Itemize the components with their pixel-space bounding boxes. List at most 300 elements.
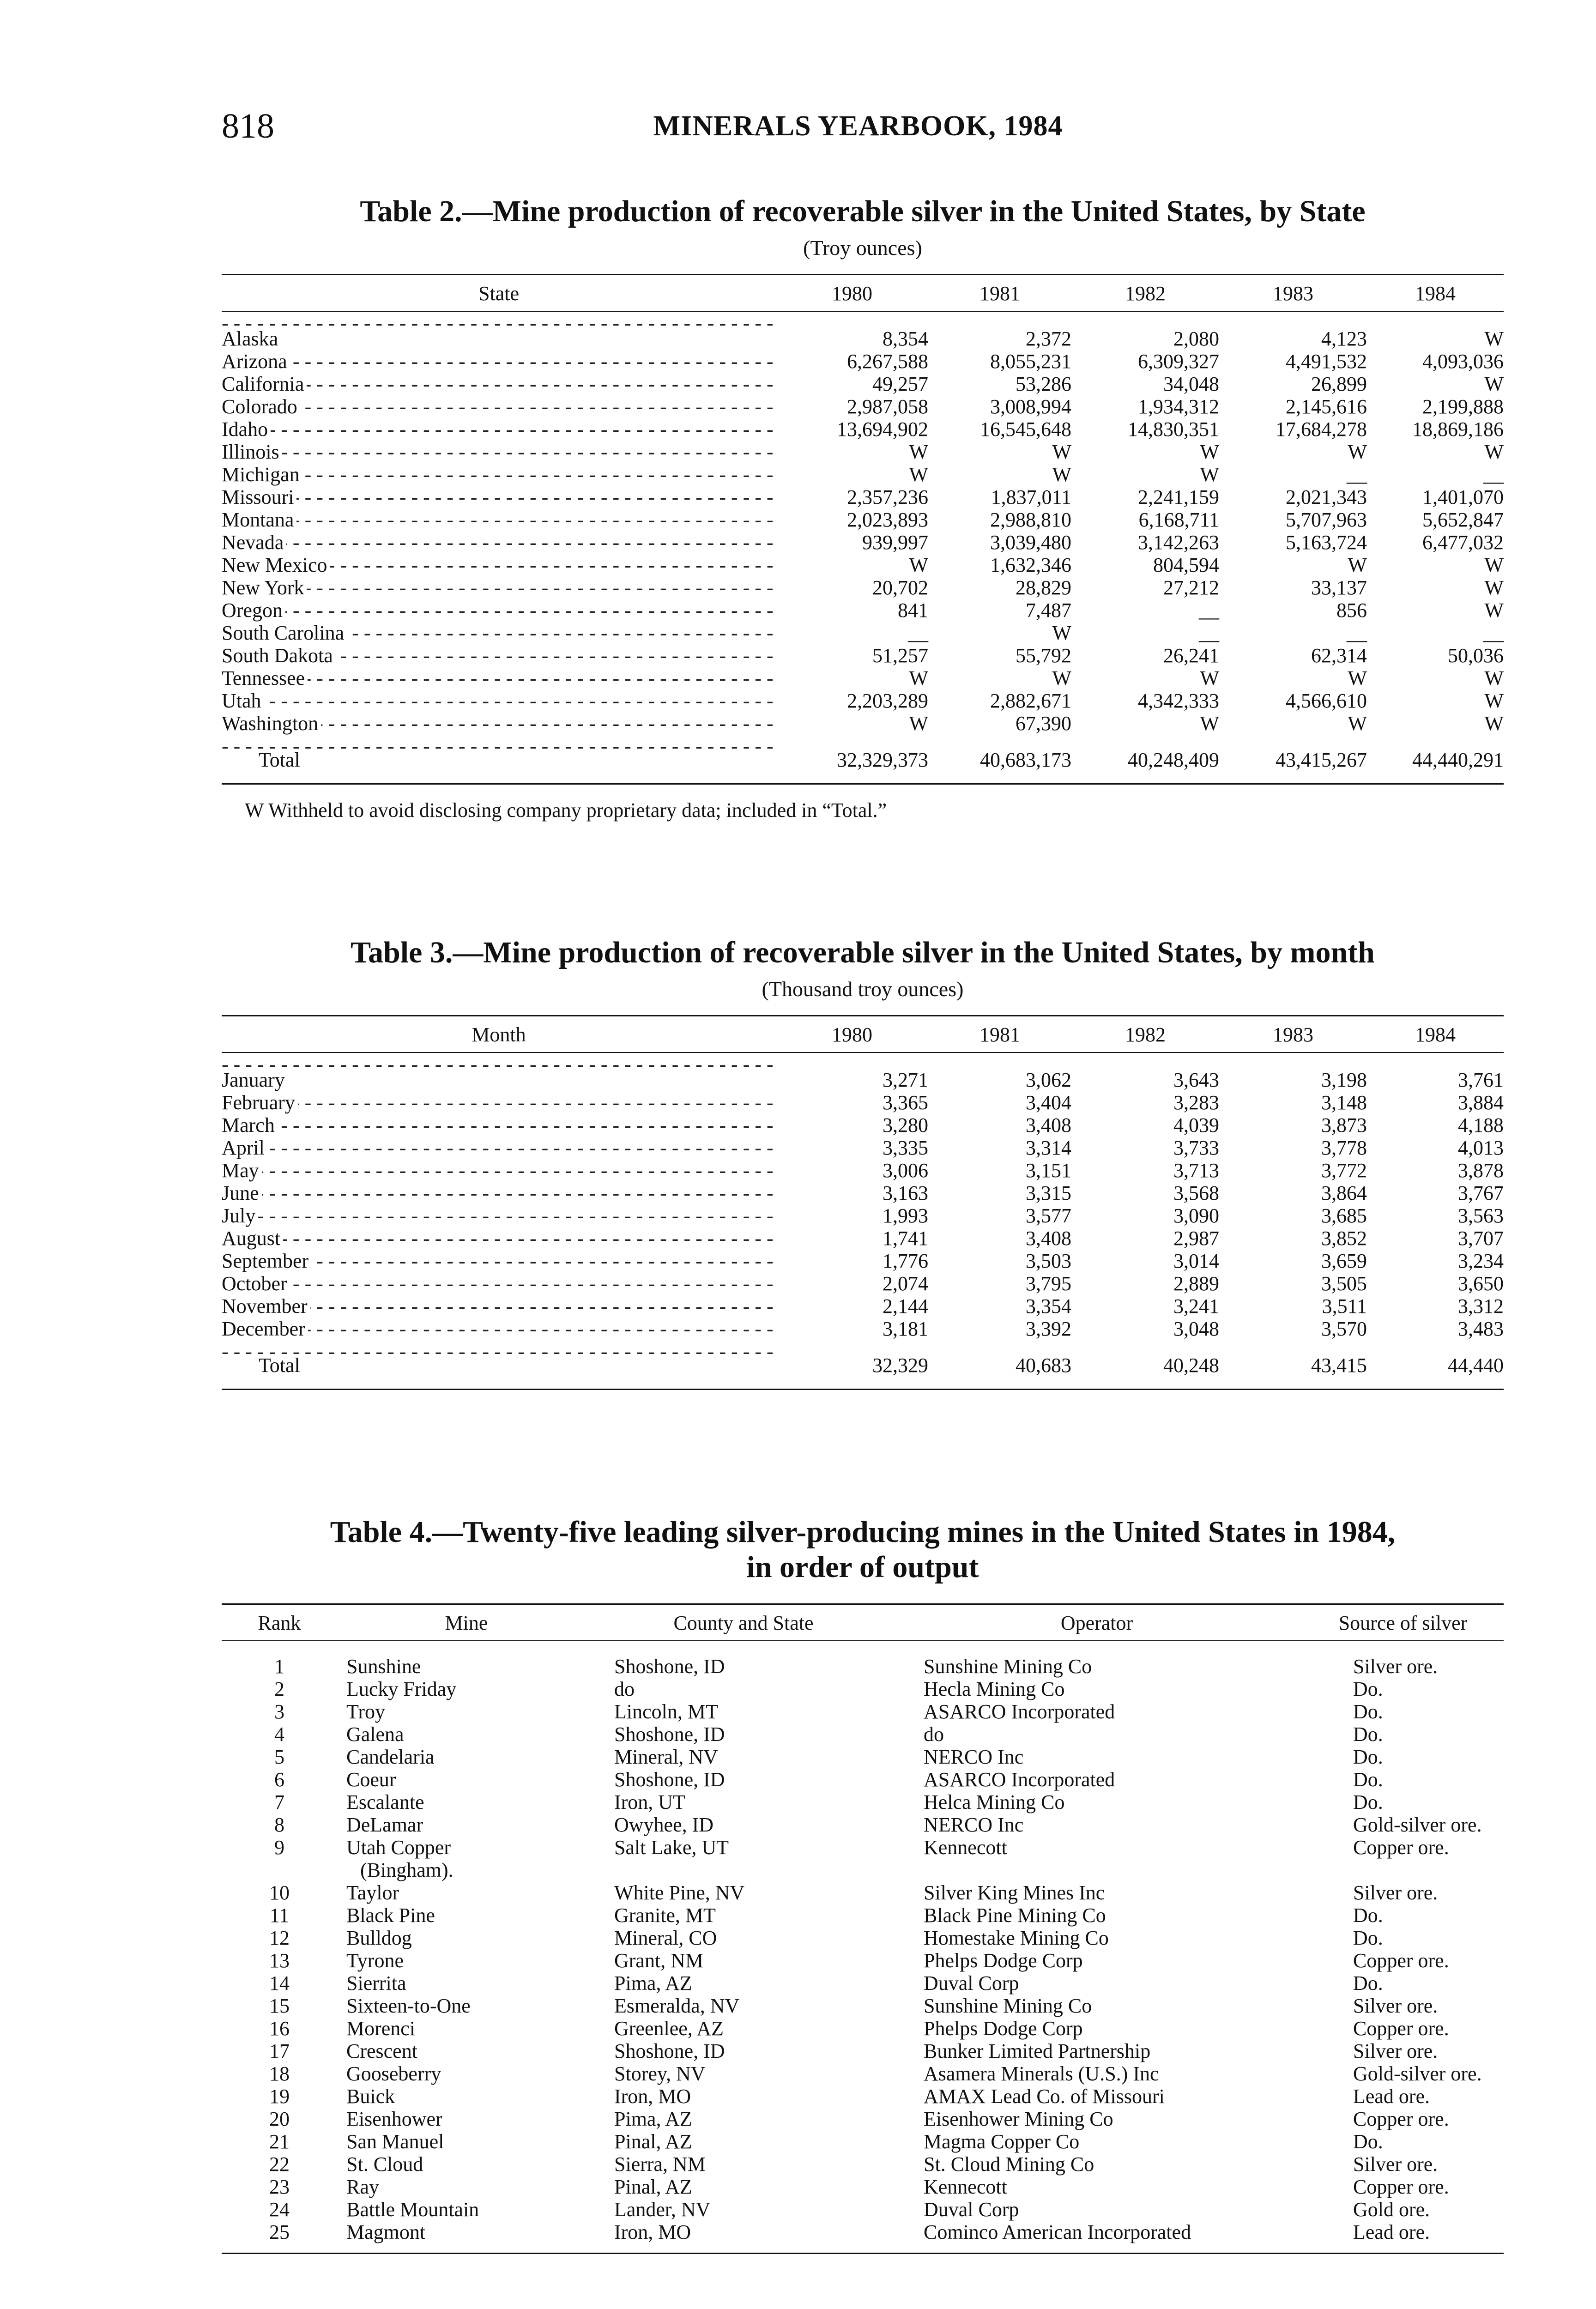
- cell-value: __: [1347, 622, 1367, 644]
- cell-value: 13,694,902: [837, 418, 928, 441]
- row-label: March: [222, 1114, 278, 1136]
- cell-value: 49,257: [872, 373, 928, 395]
- table-2-footnote: W Withheld to avoid disclosing company proprietary data; included in “Total.”: [245, 799, 887, 822]
- total-row: [222, 735, 1504, 784]
- cell-value: 3,404: [1026, 1091, 1071, 1114]
- total-value: 44,440: [1367, 1340, 1504, 1390]
- source-cell: Copper ore.: [1353, 1836, 1449, 1859]
- cell-value: 2,199,888: [1422, 395, 1504, 418]
- cell-value: 27,212: [1163, 576, 1219, 599]
- mine-cell: [337, 1995, 596, 2017]
- total-value: 43,415: [1219, 1340, 1367, 1390]
- cell-value: W: [1052, 667, 1071, 689]
- cell-value: 939,997: [862, 531, 928, 554]
- rank-cell: 14: [269, 1972, 290, 1995]
- cell-value: 14,830,351: [1128, 418, 1219, 441]
- table-row: [222, 1881, 1504, 1904]
- cell-value: 3,408: [1026, 1227, 1071, 1250]
- cell-value: 3,795: [1026, 1272, 1071, 1295]
- rank-cell: 1: [274, 1655, 284, 1678]
- county-cell: do: [614, 1678, 635, 1700]
- table-row: [222, 1949, 1504, 1972]
- cell-value: 1,776: [883, 1250, 928, 1272]
- county-cell: Shoshone, ID: [614, 2040, 725, 2062]
- cell-value: 6,168,711: [1138, 508, 1219, 531]
- county-cell: Pima, AZ: [614, 1972, 692, 1995]
- table-row: [222, 2062, 1504, 2085]
- source-cell: Do.: [1353, 1723, 1383, 1746]
- rank-cell: 21: [269, 2130, 290, 2153]
- cell-value: 3,568: [1173, 1182, 1219, 1204]
- county-cell: Pima, AZ: [614, 2108, 692, 2130]
- mine-cell: [337, 2062, 596, 2085]
- county-cell: Pinal, AZ: [614, 2130, 692, 2153]
- cell-value: W: [1348, 441, 1367, 463]
- row-label: July: [222, 1204, 258, 1227]
- mine-name: Taylor: [346, 1881, 399, 1904]
- cell-value: 28,829: [1016, 576, 1071, 599]
- cell-value: 3,354: [1026, 1295, 1071, 1318]
- operator-cell: Duval Corp: [924, 1972, 1019, 1995]
- cell-value: 3,650: [1458, 1272, 1504, 1295]
- operator-cell: Duval Corp: [924, 2198, 1019, 2221]
- mine-name: Lucky Friday: [346, 1678, 457, 1700]
- county-cell: Pinal, AZ: [614, 2176, 692, 2198]
- table-row: [222, 576, 1504, 599]
- cell-value: __: [1199, 599, 1219, 622]
- table3-col-header: 1983: [1219, 1016, 1367, 1053]
- row-label: Oregon: [222, 599, 285, 622]
- cell-value: 34,048: [1163, 373, 1219, 395]
- cell-value: 1,837,011: [991, 486, 1071, 508]
- cell-value: 2,144: [883, 1295, 928, 1318]
- mine-cell: [337, 1904, 596, 1927]
- county-cell: Lander, NV: [614, 2198, 711, 2221]
- cell-value: 26,899: [1311, 373, 1367, 395]
- cell-value: 1,934,312: [1138, 395, 1219, 418]
- mine-cell: [337, 2040, 596, 2062]
- source-cell: Lead ore.: [1302, 2221, 1504, 2254]
- rank-cell: 10: [269, 1881, 290, 1904]
- cell-value: 3,733: [1173, 1136, 1219, 1159]
- table-row: [222, 2198, 1504, 2221]
- rank-cell: 12: [269, 1927, 290, 1949]
- table-4-title-line2: in order of output: [746, 1550, 979, 1584]
- operator-cell: NERCO Inc: [924, 1746, 1024, 1768]
- mine-cell: [337, 1700, 596, 1723]
- table-3-title: Table 3.—Mine production of recoverable silver in the United States, by month: [351, 936, 1375, 969]
- rank-cell: 15: [269, 1995, 290, 2017]
- table-row: [222, 1318, 1504, 1340]
- table-row: [222, 395, 1504, 418]
- operator-cell: Magma Copper Co: [924, 2130, 1080, 2153]
- cell-value: __: [1347, 463, 1367, 486]
- row-label: Utah: [222, 689, 264, 712]
- rank-cell: 16: [269, 2017, 290, 2040]
- table-row: [222, 1136, 1504, 1159]
- table-row: [222, 599, 1504, 622]
- cell-value: 3,577: [1026, 1204, 1071, 1227]
- cell-value: W: [1348, 712, 1367, 735]
- cell-value: 3,008,994: [990, 395, 1071, 418]
- table-row: [222, 441, 1504, 463]
- cell-value: 3,163: [883, 1182, 928, 1204]
- rank-cell: 20: [269, 2108, 290, 2130]
- county-cell: Lincoln, MT: [614, 1700, 718, 1723]
- table4-col-header: Rank: [222, 1604, 337, 1641]
- row-label: February: [222, 1091, 298, 1114]
- cell-value: 1,741: [883, 1227, 928, 1250]
- table-row: [222, 712, 1504, 735]
- row-label: Nevada: [222, 531, 286, 554]
- cell-value: 5,163,724: [1286, 531, 1367, 554]
- cell-value: 3,713: [1173, 1159, 1219, 1182]
- cell-value: 2,357,236: [847, 486, 928, 508]
- source-cell: Copper ore.: [1353, 2108, 1449, 2130]
- mine-cell: [337, 2085, 596, 2108]
- cell-value: 3,570: [1321, 1318, 1367, 1340]
- row-label: Michigan: [222, 463, 302, 486]
- cell-value: 804,594: [1153, 554, 1219, 576]
- source-cell: Do.: [1353, 1904, 1383, 1927]
- table-row: [222, 2176, 1504, 2198]
- mine-cell: [337, 2198, 596, 2221]
- source-cell: Silver ore.: [1353, 2153, 1438, 2176]
- total-value: 40,683,173: [928, 735, 1071, 784]
- operator-cell: Silver King Mines Inc: [924, 1881, 1105, 1904]
- row-label: Illinois: [222, 441, 282, 463]
- table-row: [222, 1272, 1504, 1295]
- rank-cell: 19: [269, 2085, 290, 2108]
- mine-name: Utah Copper: [346, 1836, 451, 1859]
- source-cell: Do.: [1353, 1678, 1383, 1700]
- source-cell: Silver ore.: [1353, 1655, 1438, 1678]
- cell-value: 5,707,963: [1286, 508, 1367, 531]
- cell-value: 3,685: [1321, 1204, 1367, 1227]
- rank-cell: 24: [269, 2198, 290, 2221]
- cell-value: 3,314: [1026, 1136, 1071, 1159]
- table-2-grid: [222, 274, 1504, 785]
- table-row: [222, 2130, 1504, 2153]
- county-cell: Mineral, NV: [614, 1746, 718, 1768]
- table-row: [222, 2040, 1504, 2062]
- mine-cell: [337, 1768, 596, 1791]
- total-value: 44,440,291: [1367, 735, 1504, 784]
- table-row: [222, 1972, 1504, 1995]
- mine-cell: [337, 1949, 596, 1972]
- county-cell: White Pine, NV: [614, 1881, 745, 1904]
- mine-cell: [337, 2130, 596, 2153]
- cell-value: 33,137: [1311, 576, 1367, 599]
- cell-value: 26,241: [1163, 644, 1219, 667]
- mine-cell: [337, 1641, 596, 1678]
- cell-value: 3,142,263: [1138, 531, 1219, 554]
- table2-col-header: 1982: [1071, 275, 1219, 312]
- table-row: [222, 1091, 1504, 1114]
- row-label: Arizona: [222, 350, 290, 373]
- cell-value: 3,280: [883, 1114, 928, 1136]
- source-cell: Do.: [1353, 1768, 1383, 1791]
- mine-name: Bulldog: [346, 1927, 412, 1949]
- table-row: [222, 463, 1504, 486]
- county-cell: Shoshone, ID: [614, 1768, 725, 1791]
- cell-value: 2,080: [1173, 327, 1219, 350]
- table3-col-header: Month: [222, 1016, 776, 1053]
- table2-col-header: 1984: [1367, 275, 1504, 312]
- cell-value: 51,257: [872, 644, 928, 667]
- mine-cell: [337, 1746, 596, 1768]
- cell-value: 2,987: [1173, 1227, 1219, 1250]
- table3-col-header: 1980: [776, 1016, 928, 1053]
- cell-value: 2,021,343: [1286, 486, 1367, 508]
- operator-cell: Eisenhower Mining Co: [924, 2108, 1113, 2130]
- cell-value: 55,792: [1016, 644, 1071, 667]
- cell-value: W: [1484, 554, 1504, 576]
- operator-cell: AMAX Lead Co. of Missouri: [924, 2085, 1165, 2108]
- county-cell: Greenlee, AZ: [614, 2017, 724, 2040]
- table-2-title: Table 2.—Mine production of recoverable silver in the United States, by State: [360, 194, 1366, 228]
- source-cell: Copper ore.: [1353, 1949, 1449, 1972]
- table-row: [222, 1791, 1504, 1813]
- table-row: [222, 2153, 1504, 2176]
- cell-value: 2,145,616: [1286, 395, 1367, 418]
- cell-value: 3,505: [1321, 1272, 1367, 1295]
- table3-col-header: 1984: [1367, 1016, 1504, 1053]
- row-label: Alaska: [222, 327, 281, 350]
- cell-value: 3,707: [1458, 1227, 1504, 1250]
- mine-cell: [337, 1791, 596, 1813]
- operator-cell: Phelps Dodge Corp: [924, 2017, 1083, 2040]
- operator-cell: Phelps Dodge Corp: [924, 1949, 1083, 1972]
- table-row: [222, 350, 1504, 373]
- source-cell: Lead ore.: [1353, 2085, 1430, 2108]
- operator-cell: Homestake Mining Co: [924, 1927, 1109, 1949]
- operator-cell: ASARCO Incorporated: [924, 1768, 1115, 1791]
- cell-value: 2,372: [1026, 327, 1071, 350]
- table-4-grid: [222, 1603, 1504, 2254]
- table-row: [222, 1904, 1504, 1927]
- cell-value: W: [909, 712, 928, 735]
- cell-value: W: [1484, 667, 1504, 689]
- row-label: Missouri: [222, 486, 296, 508]
- cell-value: W: [1484, 373, 1504, 395]
- row-label: South Carolina: [222, 622, 347, 644]
- cell-value: 3,852: [1321, 1227, 1367, 1250]
- rank-cell: 2: [274, 1678, 284, 1700]
- mine-name: Battle Mountain: [346, 2198, 479, 2221]
- cell-value: 5,652,847: [1422, 508, 1504, 531]
- cell-value: 3,271: [883, 1069, 928, 1091]
- source-cell: Do.: [1353, 1700, 1383, 1723]
- mine-cell: [337, 2176, 596, 2198]
- operator-cell: Kennecott: [924, 1836, 1007, 1859]
- mine-cell: [337, 1881, 596, 1904]
- table4-col-header: Mine: [337, 1604, 596, 1641]
- rank-cell: 17: [269, 2040, 290, 2062]
- table-row: [222, 373, 1504, 395]
- cell-value: W: [1200, 441, 1219, 463]
- cell-value: 3,283: [1173, 1091, 1219, 1114]
- source-cell: Do.: [1353, 1791, 1383, 1813]
- running-title: MINERALS YEARBOOK, 1984: [653, 110, 1063, 142]
- source-cell: Copper ore.: [1353, 2017, 1449, 2040]
- rank-cell: 4: [274, 1723, 284, 1746]
- mine-name-cont: (Bingham).: [360, 1859, 453, 1881]
- mine-name: St. Cloud: [346, 2153, 423, 2176]
- row-label: August: [222, 1227, 283, 1250]
- cell-value: W: [1052, 441, 1071, 463]
- cell-value: W: [1200, 667, 1219, 689]
- source-cell: Gold ore.: [1353, 2198, 1430, 2221]
- mine-name: Sunshine: [346, 1655, 421, 1678]
- row-label: December: [222, 1318, 308, 1340]
- mine-cell: [337, 2017, 596, 2040]
- cell-value: W: [909, 441, 928, 463]
- cell-value: 3,503: [1026, 1250, 1071, 1272]
- operator-cell: Helca Mining Co: [924, 1791, 1065, 1813]
- mine-name: Black Pine: [346, 1904, 435, 1927]
- rank-cell: 13: [269, 1949, 290, 1972]
- rank-cell: 11: [269, 1904, 290, 1927]
- cell-value: 2,203,289: [847, 689, 928, 712]
- cell-value: W: [1200, 463, 1219, 486]
- operator-cell: ASARCO Incorporated: [924, 1700, 1115, 1723]
- table-row: [222, 508, 1504, 531]
- table-row: [222, 1995, 1504, 2017]
- operator-cell: Hecla Mining Co: [924, 1678, 1065, 1700]
- table-row: [222, 622, 1504, 644]
- mine-name: Eisenhower: [346, 2108, 442, 2130]
- table2-col-header: 1983: [1219, 275, 1367, 312]
- cell-value: W: [1484, 576, 1504, 599]
- cell-value: W: [1348, 667, 1367, 689]
- rank-cell: 9: [274, 1836, 284, 1859]
- row-label: June: [222, 1182, 262, 1204]
- cell-value: 4,093,036: [1422, 350, 1504, 373]
- mine-name: Gooseberry: [346, 2062, 441, 2085]
- table4-col-header: County and State: [596, 1604, 891, 1641]
- cell-value: 3,014: [1173, 1250, 1219, 1272]
- operator-cell: do: [924, 1723, 944, 1746]
- table-row: [222, 418, 1504, 441]
- table-row: [222, 1227, 1504, 1250]
- cell-value: W: [1484, 712, 1504, 735]
- cell-value: __: [1483, 622, 1504, 644]
- mine-cell: [337, 1813, 596, 1836]
- table-row: [222, 1182, 1504, 1204]
- cell-value: 3,878: [1458, 1159, 1504, 1182]
- table-4: [222, 1515, 1504, 2254]
- source-cell: Do.: [1353, 1746, 1383, 1768]
- total-value: 40,248,409: [1071, 735, 1219, 784]
- cell-value: W: [1484, 441, 1504, 463]
- cell-value: 3,511: [1322, 1295, 1367, 1318]
- cell-value: 2,988,810: [990, 508, 1071, 531]
- cell-value: W: [1052, 622, 1071, 644]
- operator-cell: Bunker Limited Partnership: [924, 2040, 1151, 2062]
- rank-cell: 6: [274, 1768, 284, 1791]
- table-row: [222, 1700, 1504, 1723]
- source-cell: Silver ore.: [1353, 2040, 1438, 2062]
- row-label: New York: [222, 576, 307, 599]
- cell-value: 3,884: [1458, 1091, 1504, 1114]
- cell-value: 856: [1336, 599, 1367, 622]
- mine-name: Coeur: [346, 1768, 396, 1791]
- cell-value: 4,013: [1458, 1136, 1504, 1159]
- mine-name: Morenci: [346, 2017, 416, 2040]
- county-cell: Storey, NV: [614, 2062, 706, 2085]
- cell-value: 1,401,070: [1422, 486, 1504, 508]
- cell-value: 2,889: [1173, 1272, 1219, 1295]
- table-row: [222, 1768, 1504, 1791]
- cell-value: 3,006: [883, 1159, 928, 1182]
- cell-value: W: [1484, 327, 1504, 350]
- county-cell: Granite, MT: [614, 1904, 716, 1927]
- total-value: 32,329: [776, 1340, 928, 1390]
- cell-value: W: [1484, 689, 1504, 712]
- row-label: September: [222, 1250, 311, 1272]
- mine-name: DeLamar: [346, 1813, 423, 1836]
- table-row: [222, 1746, 1504, 1768]
- rank-cell: 18: [269, 2062, 290, 2085]
- table3-col-header: 1981: [928, 1016, 1071, 1053]
- cell-value: W: [1348, 554, 1367, 576]
- table-row: [222, 1678, 1504, 1700]
- row-label: May: [222, 1159, 262, 1182]
- cell-value: 4,491,532: [1286, 350, 1367, 373]
- mine-cell: [337, 1927, 596, 1949]
- cell-value: 3,563: [1458, 1204, 1504, 1227]
- operator-cell: Black Pine Mining Co: [924, 1904, 1106, 1927]
- table-row: [222, 1295, 1504, 1318]
- table-row: [222, 2085, 1504, 2108]
- cell-value: 6,267,588: [847, 350, 928, 373]
- table-row: [222, 1927, 1504, 1949]
- table-row: [222, 554, 1504, 576]
- source-cell: Silver ore.: [1353, 1881, 1438, 1904]
- cell-value: 18,869,186: [1412, 418, 1504, 441]
- county-cell: Iron, MO: [596, 2221, 891, 2254]
- county-cell: Esmeralda, NV: [614, 1995, 740, 2017]
- mine-name: Sierrita: [346, 1972, 406, 1995]
- cell-value: 3,048: [1173, 1318, 1219, 1340]
- operator-cell: St. Cloud Mining Co: [924, 2153, 1094, 2176]
- cell-value: 3,315: [1026, 1182, 1071, 1204]
- table-row: [222, 2108, 1504, 2130]
- mine-name: Buick: [346, 2085, 395, 2108]
- cell-value: 4,566,610: [1286, 689, 1367, 712]
- mine-name: Candelaria: [346, 1746, 435, 1768]
- rank-cell: 8: [274, 1813, 284, 1836]
- table-3-grid: [222, 1015, 1504, 1390]
- table-row: [222, 2221, 1504, 2254]
- table-row: [222, 689, 1504, 712]
- source-cell: Copper ore.: [1353, 2176, 1449, 2198]
- rank-cell: 22: [269, 2153, 290, 2176]
- operator-cell: Asamera Minerals (U.S.) Inc: [924, 2062, 1159, 2085]
- row-label: California: [222, 373, 307, 395]
- mine-cell: [337, 1836, 596, 1881]
- cell-value: 3,767: [1458, 1182, 1504, 1204]
- total-label: Total: [259, 749, 303, 771]
- row-label: Washington: [222, 712, 321, 735]
- row-label: April: [222, 1136, 267, 1159]
- cell-value: 53,286: [1016, 373, 1071, 395]
- mine-cell: [337, 2108, 596, 2130]
- cell-value: __: [1199, 622, 1219, 644]
- table-row: [222, 1250, 1504, 1272]
- cell-value: 6,309,327: [1138, 350, 1219, 373]
